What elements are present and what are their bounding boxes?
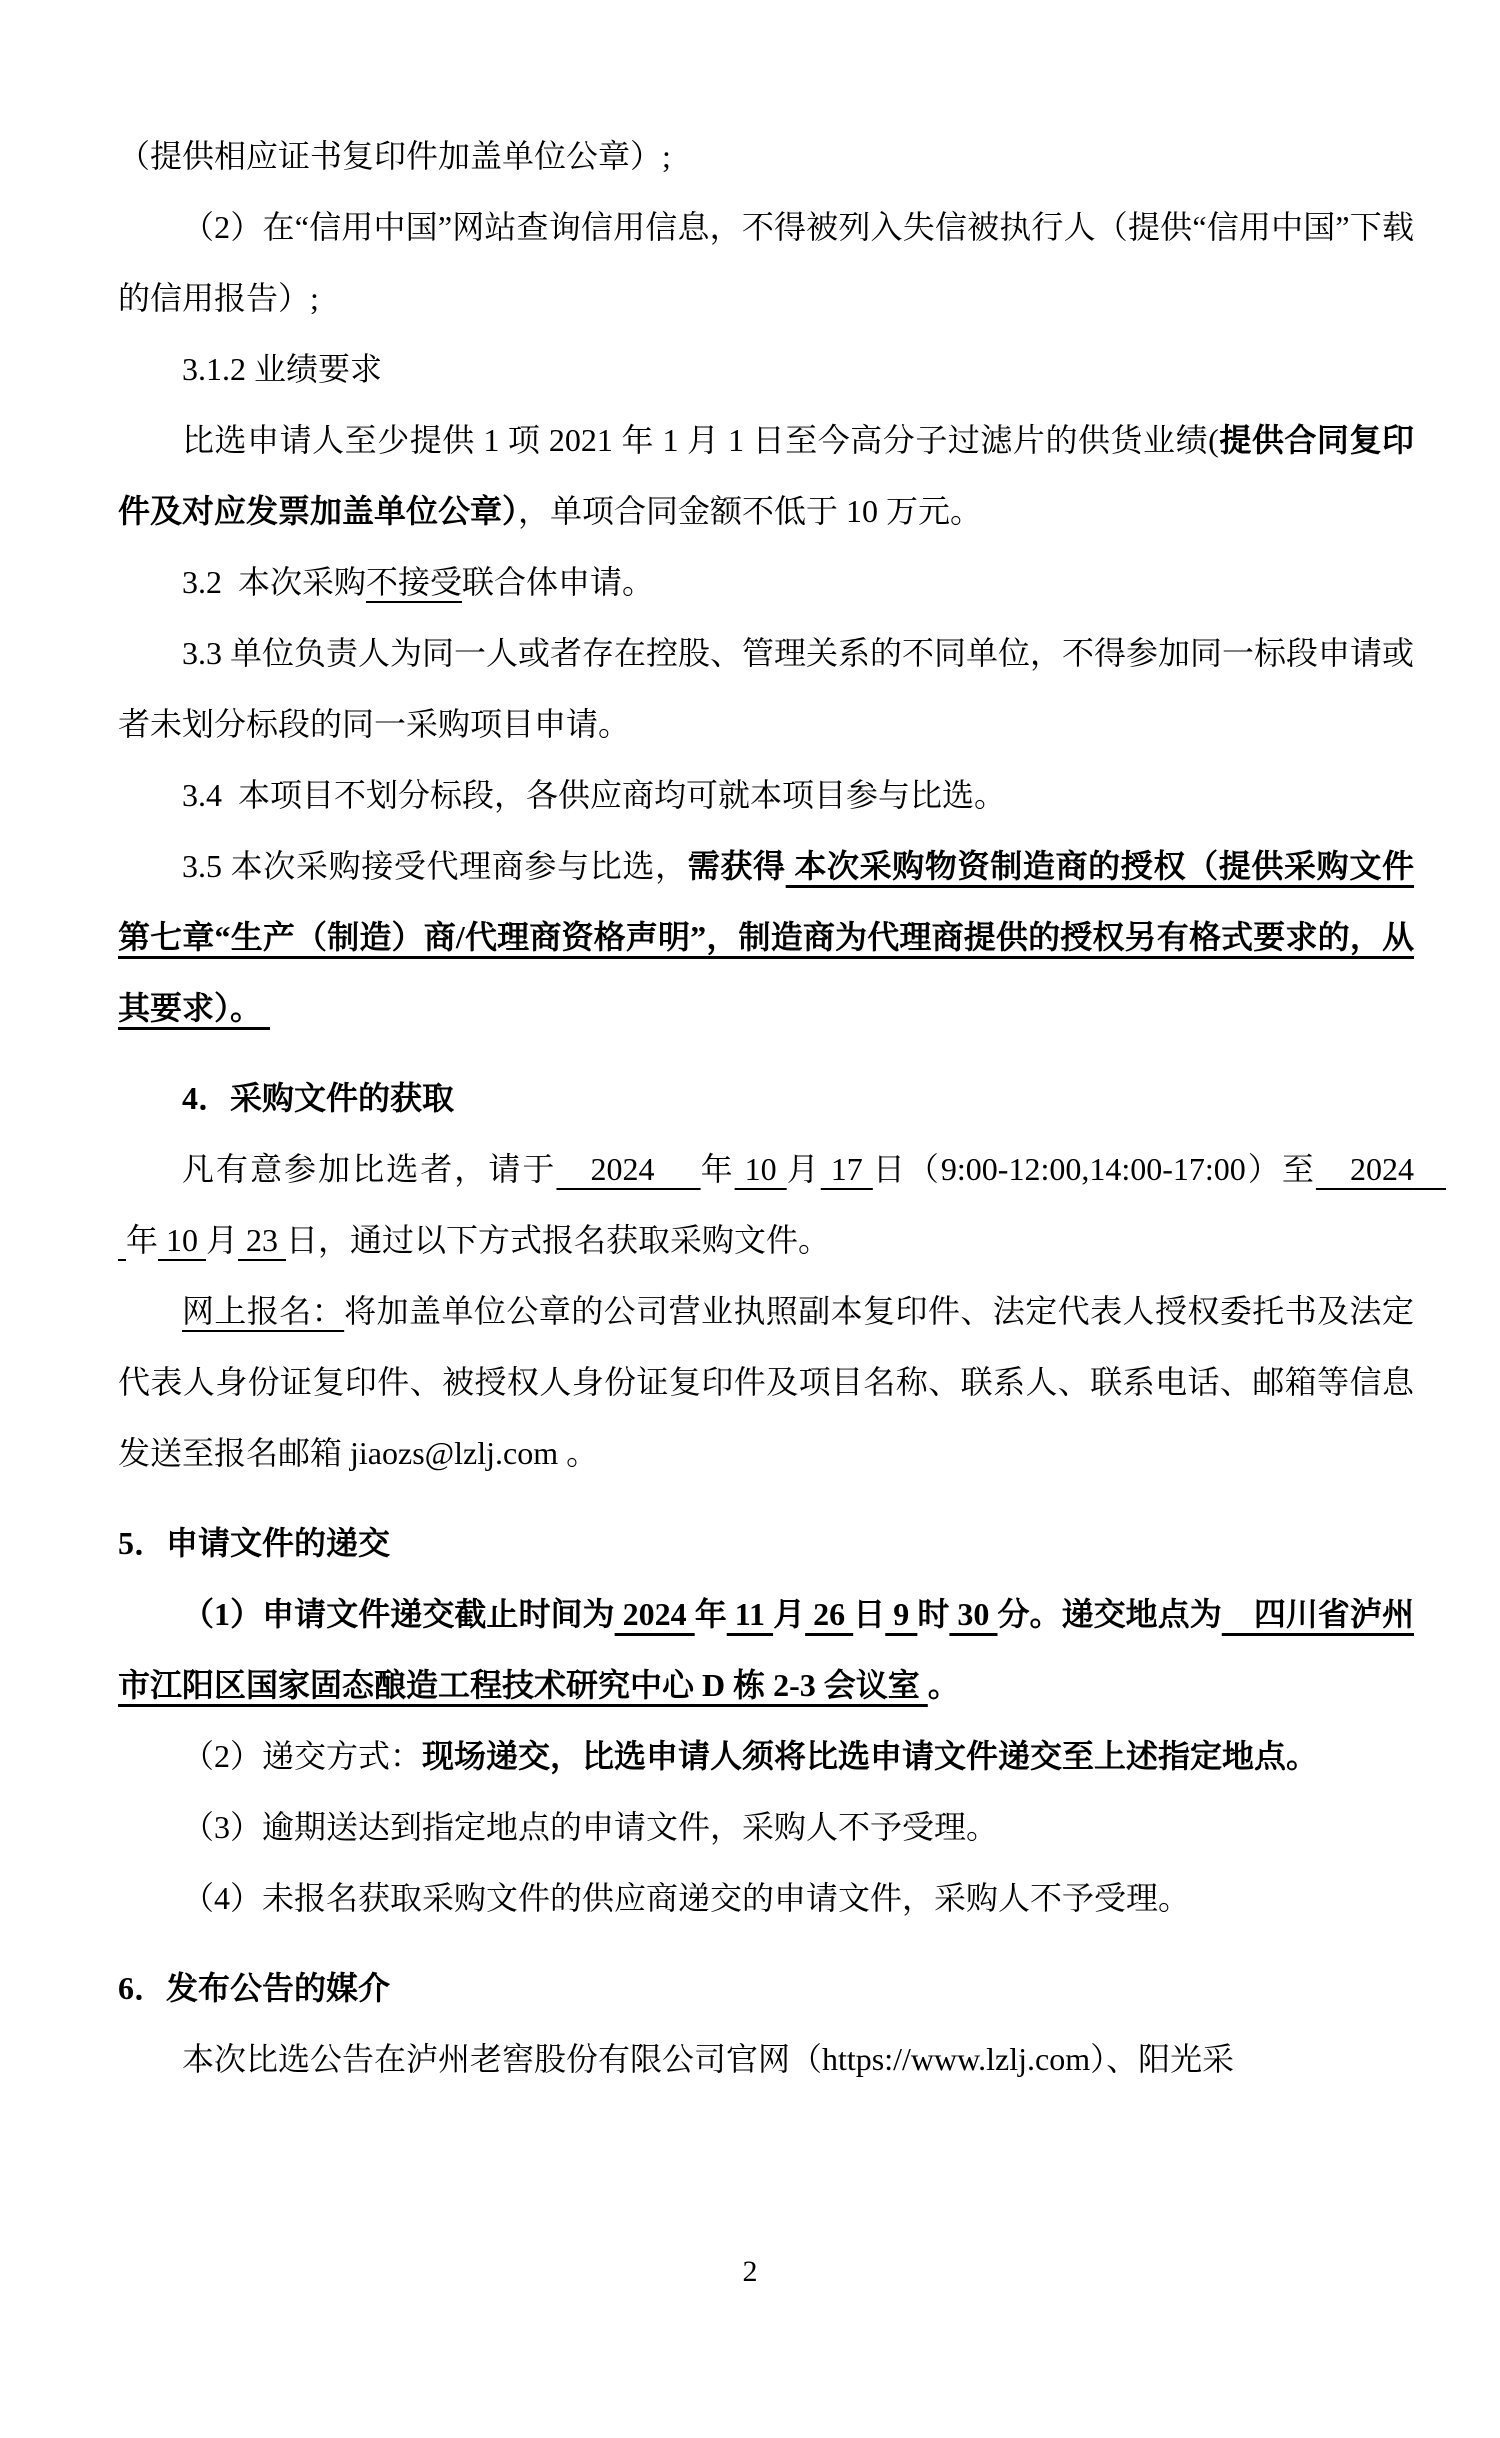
para-submission-deadline xyxy=(118,1579,1414,1721)
address-blank: 四川省泸州市江阳区国家固态酿造工程技术研究中心 D 栋 2-3 会议室 xyxy=(118,1596,1414,1703)
para-same-responsible-person xyxy=(118,618,1414,760)
para-announcement-media xyxy=(118,2024,1414,2095)
text-run-underline: 网上报名： xyxy=(182,1293,345,1329)
text-run: ，单项合同金额不低于 10 万元。 xyxy=(518,493,983,529)
text-run: 本次比选公告在泸州老窖股份有限公司官网（https://www.lzlj.com）、阳光采 xyxy=(182,2041,1235,2077)
date-blank-year: 2024 xyxy=(614,1596,695,1632)
time-blank-minute: 30 xyxy=(949,1596,998,1632)
text-run-bold: 提供合同复印件及对应发票加盖单位公章） xyxy=(118,422,1414,529)
heading-section-4 xyxy=(118,1063,1414,1134)
heading-text: 5．申请文件的递交 xyxy=(118,1525,391,1561)
text-run-bold: 现场递交，比选申请人须将比选申请文件递交至上述指定地点。 xyxy=(422,1738,1319,1774)
para-no-consortium xyxy=(118,547,1414,618)
text-run-bold: 月 xyxy=(773,1596,806,1632)
text-run: 比选申请人至少提供 1 项 2021 年 1 月 1 日至今高分子过滤片的供货业绩( xyxy=(182,422,1219,458)
para-seal-note xyxy=(118,121,1414,192)
text-run-bold: 需获得 xyxy=(687,848,786,884)
date-blank-day: 17 xyxy=(820,1151,873,1187)
text-run: 3.3 单位负责人为同一人或者存在控股、管理关系的不同单位，不得参加同一标段申请或者未划分标段的同一采购项目申请。 xyxy=(118,635,1415,742)
text-run-bold: 分。递交地点为 xyxy=(997,1596,1222,1632)
text-run-bold: 年 xyxy=(694,1596,727,1632)
text-run-bold: 日 xyxy=(853,1596,886,1632)
text-run: 3.2 本次采购 xyxy=(182,564,367,600)
text-run: 凡有意参加比选者，请于 xyxy=(182,1151,557,1187)
text-run: 3.4 本项目不划分标段，各供应商均可就本项目参与比选。 xyxy=(182,777,1007,813)
para-agent-participation xyxy=(118,831,1414,1044)
text-run-bold: 。 xyxy=(927,1667,960,1703)
text-run: 月 xyxy=(206,1222,239,1258)
date-blank-day: 23 xyxy=(238,1222,287,1258)
heading-section-5 xyxy=(118,1508,1414,1579)
para-credit-china xyxy=(118,192,1414,334)
text-run: （4）未报名获取采购文件的供应商递交的申请文件，采购人不予受理。 xyxy=(182,1880,1191,1916)
text-run: 年 xyxy=(700,1151,735,1187)
date-blank-month: 11 xyxy=(726,1596,774,1632)
para-performance-req xyxy=(118,405,1414,547)
date-blank-month: 10 xyxy=(158,1222,207,1258)
text-run: 3.1.2 业绩要求 xyxy=(182,351,383,387)
text-run-bold-underline: 本次采购物资制造商的授权（提供采购文件第七章“生产（制造）商/代理商资格声明”，制造商为代理商提供的授权另有格式要求的，从其要求）。 xyxy=(118,848,1414,1026)
text-run: （3）逾期送达到指定地点的申请文件，采购人不予受理。 xyxy=(182,1809,999,1845)
text-run: 日，通过以下方式报名获取采购文件。 xyxy=(286,1222,831,1258)
heading-text: 6．发布公告的媒介 xyxy=(118,1970,391,2006)
text-run-underline: 不接受 xyxy=(366,564,463,600)
page-number: 2 xyxy=(742,2255,758,2288)
text-run: （2）递交方式： xyxy=(182,1738,423,1774)
text-run-bold: 时 xyxy=(917,1596,950,1632)
para-performance-req-label xyxy=(118,334,1414,405)
text-run: 日（9:00-12:00,14:00-17:00）至 xyxy=(872,1151,1316,1187)
text-run: 将加盖单位公章的公司营业执照副本复印件、法定代表人授权委托书及法定代表人身份证复印件、被授权人身份证复印件及项目名称、联系人、联系电话、邮箱等信息发送至报名邮箱 jiaozs@lzlj.com 。 xyxy=(118,1293,1414,1471)
date-blank-day: 26 xyxy=(805,1596,854,1632)
text-run: 年 xyxy=(126,1222,159,1258)
text-run-bold: （1）申请文件递交截止时间为 xyxy=(182,1596,615,1632)
text-run: 联合体申请。 xyxy=(462,564,655,600)
para-obtain-schedule xyxy=(118,1134,1446,1276)
date-blank-year: 2024 xyxy=(556,1151,701,1187)
date-blank-year: 2024 xyxy=(118,1151,1446,1258)
para-unregistered-submission xyxy=(118,1863,1414,1934)
text-run: （2）在“信用中国”网站查询信用信息，不得被列入失信被执行人（提供“信用中国”下载的信用报告）; xyxy=(118,209,1414,316)
text-run: 月 xyxy=(786,1151,821,1187)
time-blank-hour: 9 xyxy=(885,1596,918,1632)
text-run: 3.5 本次采购接受代理商参与比选， xyxy=(182,848,688,884)
para-online-registration xyxy=(118,1276,1414,1489)
para-no-lot-division xyxy=(118,760,1414,831)
text-run: （提供相应证书复印件加盖单位公章）; xyxy=(118,138,671,174)
para-submission-method xyxy=(118,1721,1414,1792)
heading-text: 4．采购文件的获取 xyxy=(182,1080,455,1116)
heading-section-6 xyxy=(118,1953,1414,2024)
date-blank-month: 10 xyxy=(734,1151,787,1187)
para-late-submission xyxy=(118,1792,1414,1863)
